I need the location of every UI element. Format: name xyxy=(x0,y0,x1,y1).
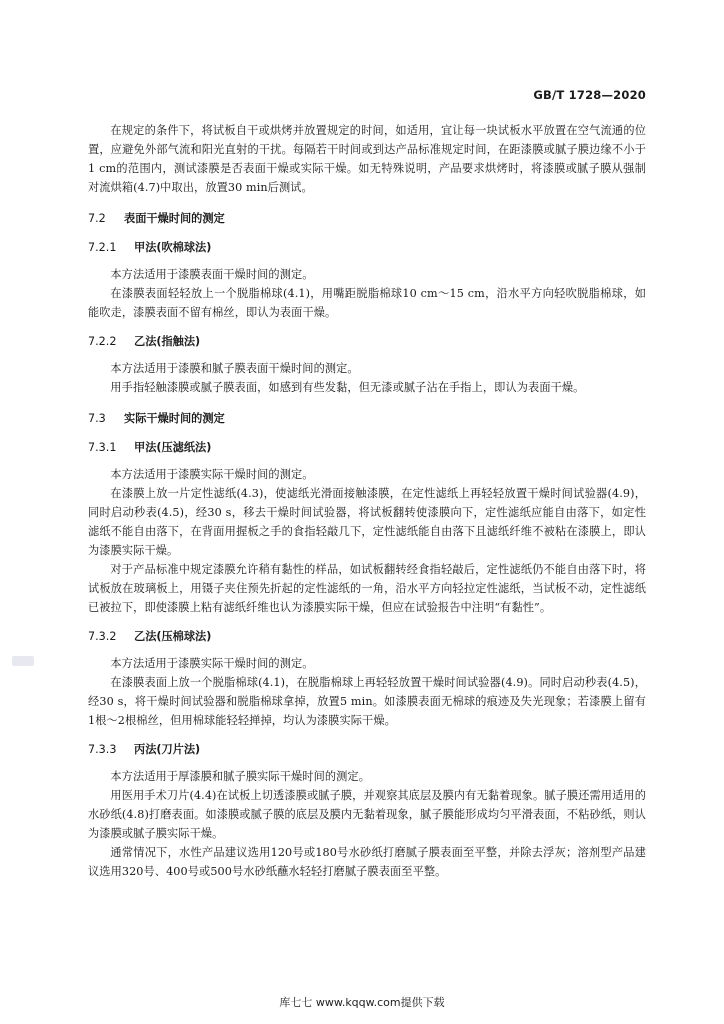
paragraph: 在漆膜表面上放一个脱脂棉球(4.1)，在脱脂棉球上再轻轻放置干燥时间试验器(4.9)。同时启动秒表(4.5)，经30 s，将干燥时间试验器和脱脂棉球拿掉，放置5 min。如漆膜表面无棉球的痕迹及失光现象；若漆膜上留有1根～2根棉丝，但用棉球能轻轻掸掉，均认为漆膜实际干燥。 xyxy=(88,676,646,727)
section-7-3-1-heading xyxy=(88,438,646,457)
section-7-2-2-heading xyxy=(88,332,646,351)
section-number: 7.2 xyxy=(88,212,106,225)
section-number: 7.3.1 xyxy=(88,441,117,454)
section-7-2-heading xyxy=(88,209,646,228)
paragraph: 本方法适用于漆膜实际干燥时间的测定。 xyxy=(110,657,314,670)
section-title: 乙法(压棉球法) xyxy=(134,630,212,643)
paragraph: 本方法适用于厚漆膜和腻子膜实际干燥时间的测定。 xyxy=(110,770,371,783)
paragraph: 本方法适用于漆膜和腻子膜表面干燥时间的测定。 xyxy=(110,362,359,375)
paragraph: 对于产品标准中规定漆膜允许稍有黏性的样品，如试板翻转经食指轻敲后，定性滤纸仍不能自由落下时，将试板放在玻璃板上，用镊子夹住预先折起的定性滤纸的一角，沿水平方向轻拉定性滤纸，当试板不动，定性滤纸已被拉下，即使漆膜上粘有滤纸纤维也认为漆膜实际干燥，但应在试验报告中注明“有黏性”。 xyxy=(88,563,646,614)
document-code: GB/T 1728—2020 xyxy=(533,88,646,102)
section-title: 甲法(吹棉球法) xyxy=(134,241,212,254)
section-title: 甲法(压滤纸法) xyxy=(134,441,212,454)
paragraph: 用医用手术刀片(4.4)在试板上切透漆膜或腻子膜，并观察其底层及膜内有无黏着现象。腻子膜还需用适用的水砂纸(4.8)打磨表面。如漆膜或腻子膜的底层及膜内无黏着现象，腻子膜能形成均匀平滑表面，不粘砂纸，则认为漆膜或腻子膜实际干燥。 xyxy=(88,789,646,840)
document-body xyxy=(88,121,646,881)
download-footer: 库七七 www.kqqw.com提供下载 xyxy=(279,996,445,1009)
paragraph: 在漆膜表面轻轻放上一个脱脂棉球(4.1)，用嘴距脱脂棉球10 cm～15 cm，沿水平方向轻吹脱脂棉球，如能吹走，漆膜表面不留有棉丝，即认为表面干燥。 xyxy=(88,287,646,319)
section-7-3-3-heading xyxy=(88,740,646,759)
intro-paragraph: 在规定的条件下，将试板自干或烘烤并放置规定的时间，如适用，宜让每一块试板水平放置在空气流通的位置，应避免外部气流和阳光直射的干扰。每隔若干时间或到达产品标准规定时间，在距漆膜或腻子膜边缘不小于1 cm的范围内，测试漆膜是否表面干燥或实际干燥。如无特殊说明，产品要求烘烤时，将漆膜或腻子膜从强制对流烘箱(4.7)中取出，放置30 min后测试。 xyxy=(88,124,646,194)
section-title: 实际干燥时间的测定 xyxy=(124,412,225,425)
paragraph: 用手指轻触漆膜或腻子膜表面，如感到有些发黏，但无漆或腻子沾在手指上，即认为表面干燥。 xyxy=(110,381,585,394)
section-7-3-heading xyxy=(88,409,646,428)
section-title: 乙法(指触法) xyxy=(134,335,201,348)
section-title: 丙法(刀片法) xyxy=(134,743,201,756)
paragraph: 本方法适用于漆膜实际干燥时间的测定。 xyxy=(110,468,314,481)
section-7-2-1-heading xyxy=(88,238,646,257)
section-title: 表面干燥时间的测定 xyxy=(124,212,225,225)
section-number: 7.2.1 xyxy=(88,241,117,254)
section-number: 7.3.3 xyxy=(88,743,117,756)
paragraph: 在漆膜上放一片定性滤纸(4.3)，使滤纸光滑面接触漆膜，在定性滤纸上再轻轻放置干燥时间试验器(4.9)，同时启动秒表(4.5)，经30 s，移去干燥时间试验器，将试板翻转使漆膜向下，定性滤纸应能自由落下，如定性滤纸不能自由落下，在背面用握板之手的食指轻敲几下，定性滤纸能自由落下且滤纸纤维不被粘在漆膜上，即认为漆膜实际干燥。 xyxy=(88,487,646,557)
section-number: 7.3.2 xyxy=(88,630,117,643)
paragraph: 通常情况下，水性产品建议选用120号或180号水砂纸打磨腻子膜表面至平整，并除去浮灰；溶剂型产品建议选用320号、400号或500号水砂纸蘸水轻轻打磨腻子膜表面至平整。 xyxy=(88,846,646,878)
section-number: 7.3 xyxy=(88,412,106,425)
paragraph: 本方法适用于漆膜表面干燥时间的测定。 xyxy=(110,268,314,281)
side-watermark-icon xyxy=(12,656,34,666)
section-7-3-2-heading xyxy=(88,627,646,646)
section-number: 7.2.2 xyxy=(88,335,117,348)
